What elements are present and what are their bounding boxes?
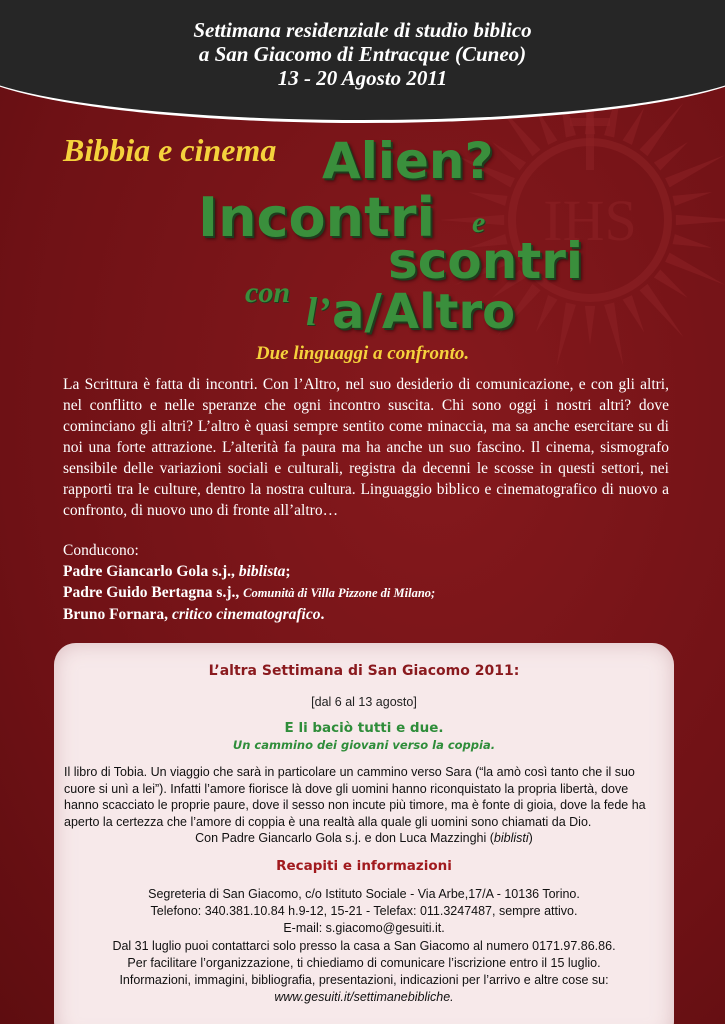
with-italic: biblisti [493,831,529,845]
box-dates: [dal 6 al 13 agosto] [311,695,417,709]
with-text: Con Padre Giancarlo Gola s.j. e don Luca Mazzinghi ( [195,831,494,845]
box-heading: E li baciò tutti e due. [284,720,444,736]
box-paragraph-text: Il libro di Tobia. Un viaggio che sarà in particolare un cammino verso Sara (“la amò così tanto che il suo cuore si unì a lei”). Infatti l’amore fiorisce là dove gli uomini hanno riconquistato la propria libertà, dove hanno scacciato le proprie paure, dove il sesso non incute più timore, ma è fonte di gioia, dove la fede ha aperto la certezza che l’amore di coppia è una realtà alla quale gli uomini sono chiamati da Dio. [64,765,646,829]
title-altro: a/Altro [332,284,516,340]
intro-paragraph: La Scrittura è fatta di incontri. Con l’Altro, nel suo desiderio di comunicazione, e con gli altri, nel conflitto e nelle speranze che ogni incontro suscita. Chi sono oggi i nostri altri? dove cominciano gli altri? L’altro è quasi sempre sentito come minaccia, ma sa anche esercitare su di noi una forte attrazione. L’alterità fa paura ma ha anche un suo fascino. Il cinema, sismografo sensibile delle variazioni sociali e culturali, registra da decenni le scosse in questi settori, nei rapporti tra le culture, dentro la nostra cultura. Linguaggio biblico e cinematografico di nuovo a confronto, di nuovo uno di fronte all’altro… [63,376,669,519]
with-end: ) [528,831,533,845]
contact-phone: Telefono: 340.381.10.84 h.9-12, 15-21 - Telefax: 011.3247487, sempre attivo. [150,904,578,919]
box-paragraph [64,764,664,847]
sun-ray [665,253,725,285]
contact-summer: Dal 31 luglio puoi contattarci solo presso la casa a San Giacomo al numero 0171.97.86.86. [112,938,616,953]
title-scontri: scontri [388,232,584,290]
contacts [54,886,674,1006]
credit-1-end: ; [285,563,291,580]
sun-ray [676,215,725,225]
header-line-2: a San Giacomo di Entracque (Cuneo) [198,42,527,66]
sun-ray [639,103,683,156]
credits-lead: Conducono: [63,542,139,559]
credit-3-name: Bruno Fornara, [63,606,169,623]
sun-ray [665,155,725,187]
subtitle: Due linguaggi a confronto. [255,343,470,364]
sun-ray [623,295,645,333]
box-subheading: Un cammino dei giovani verso la coppia. [232,738,496,752]
title-e: e [472,206,486,239]
contact-deadline: Per facilitare l’organizzazione, ti chiediamo di comunicare l’iscrizione entro il 15 luglio. [127,955,601,970]
kicker-title: Bibbia e cinema [63,132,277,168]
sun-ray [585,306,595,345]
contact-info: Informazioni, immagini, bibliografia, presentazioni, indicazioni per l’arrivo e altre cose su: [119,973,609,988]
title-incontri: Incontri [198,186,436,249]
credit-2 [63,582,683,604]
title-con: con [245,276,290,309]
contacts-heading: Recapiti e informazioni [276,858,452,874]
credit-1-name: Padre Giancarlo Gola s.j., [63,563,235,580]
credit-3 [63,604,683,625]
sun-ray [492,142,526,170]
credit-3-role: critico cinematografico [171,606,321,623]
header-line-1: Settimana residenziale di studio biblico [193,18,532,42]
header [0,18,725,90]
credit-1-role: biblista [238,563,286,580]
info-box [54,643,674,1024]
contact-website-link[interactable]: www.gesuiti.it/settimanebibliche. [274,990,454,1005]
title-l: l’ [306,289,331,334]
credits [63,540,683,625]
box-title: L’altra Settimana di San Giacomo 2011: [208,663,520,679]
sun-ray [639,284,683,337]
credit-3-end: . [320,606,325,623]
credit-2-name: Padre Guido Bertagna s.j., [63,584,240,601]
contact-address: Segreteria di San Giacomo, c/o Istituto Sociale - Via Arbe,17/A - 10136 Torino. [148,887,580,901]
sun-ray [654,142,688,170]
contact-email[interactable]: E-mail: s.giacomo@gesuiti.it. [283,921,445,936]
sun-ray [654,269,688,297]
sun-ray [673,234,712,248]
box-paragraph-with [64,830,664,847]
credit-2-role: Comunità di Villa Pizzone di Milano; [243,586,436,600]
title-alien: Alien? [322,132,494,190]
ihs-letters: IHS [543,188,637,253]
header-line-3: 13 - 20 Agosto 2011 [277,66,448,90]
sun-ray [536,295,558,333]
sun-ray [673,192,712,206]
credit-1 [63,561,683,582]
sun-ray [468,192,507,206]
sun-ray [623,107,645,145]
